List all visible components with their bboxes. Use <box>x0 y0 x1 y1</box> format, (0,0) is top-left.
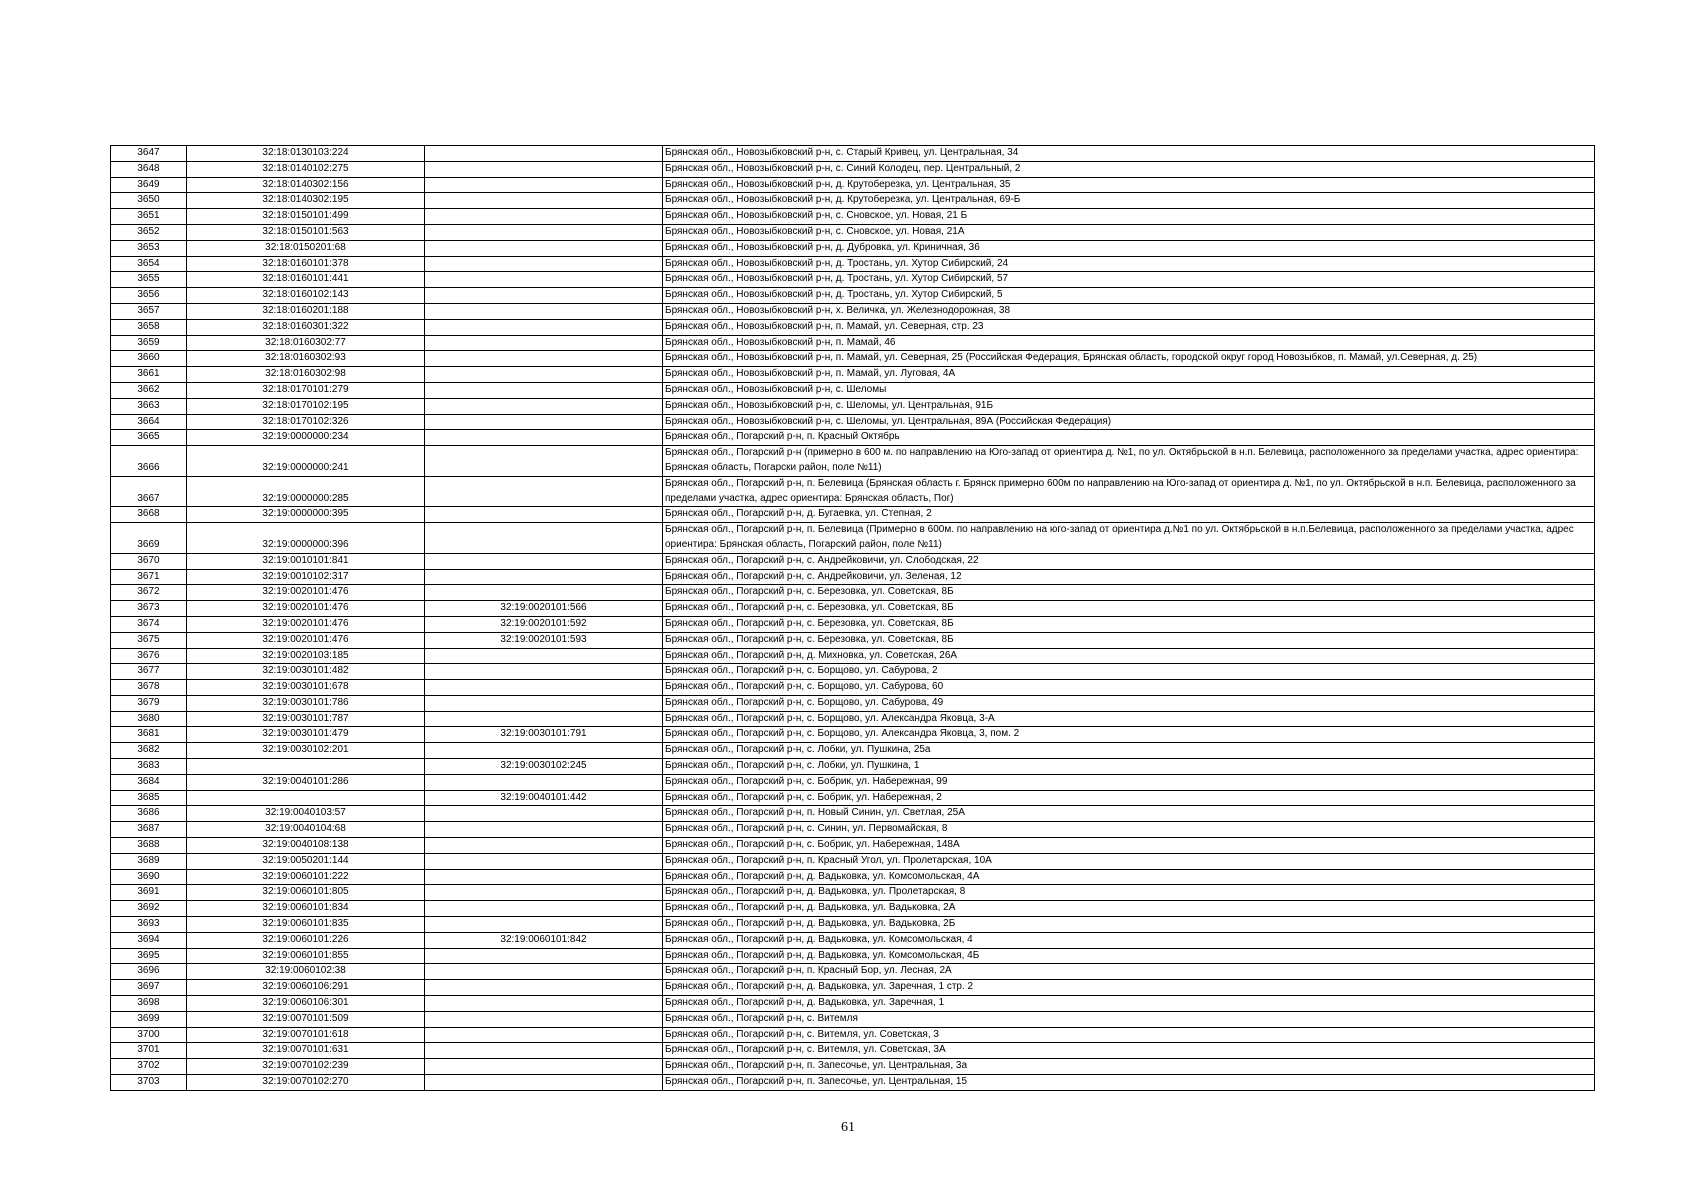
related-cadastral-number-cell <box>425 303 663 319</box>
cadastral-number-cell: 32:19:0060102:38 <box>187 964 425 980</box>
table-row <box>111 240 1595 256</box>
related-cadastral-number-cell <box>425 980 663 996</box>
cadastral-number-cell: 32:18:0160101:441 <box>187 272 425 288</box>
cadastral-number-cell: 32:19:0070102:270 <box>187 1075 425 1091</box>
table-row <box>111 964 1595 980</box>
related-cadastral-number-cell <box>425 382 663 398</box>
cadastral-number-cell: 32:19:0040108:138 <box>187 838 425 854</box>
related-cadastral-number-cell <box>425 869 663 885</box>
cadastral-number-cell: 32:19:0060101:805 <box>187 885 425 901</box>
address-cell: Брянская обл., Погарский р-н, д. Вадьковка, ул. Комсомольская, 4 <box>663 932 1595 948</box>
related-cadastral-number-cell <box>425 1075 663 1091</box>
row-number-cell: 3671 <box>111 569 187 585</box>
table-row <box>111 711 1595 727</box>
table-row <box>111 367 1595 383</box>
row-number-cell: 3661 <box>111 367 187 383</box>
table-row <box>111 759 1595 775</box>
cadastral-number-cell: 32:19:0050201:144 <box>187 853 425 869</box>
related-cadastral-number-cell <box>425 648 663 664</box>
cadastral-number-cell: 32:18:0140302:156 <box>187 177 425 193</box>
address-cell: Брянская обл., Погарский р-н, п. Красный Угол, ул. Пролетарская, 10А <box>663 853 1595 869</box>
related-cadastral-number-cell <box>425 288 663 304</box>
related-cadastral-number-cell <box>425 806 663 822</box>
table-row <box>111 256 1595 272</box>
row-number-cell: 3648 <box>111 161 187 177</box>
table-row <box>111 553 1595 569</box>
table-row <box>111 507 1595 523</box>
related-cadastral-number-cell <box>425 964 663 980</box>
address-cell: Брянская обл., Погарский р-н (примерно в 600 м. по направлению на Юго-запад от ориентира д. №1, по ул. Октябрьской в н.п. Белевица, расположенного за пределами участка, адрес ориентира: Брянская область, Погарски район, поле №11) <box>663 446 1595 477</box>
cadastral-number-cell: 32:18:0150101:563 <box>187 224 425 240</box>
cadastral-number-cell: 32:19:0020101:476 <box>187 632 425 648</box>
row-number-cell: 3662 <box>111 382 187 398</box>
row-number-cell: 3678 <box>111 680 187 696</box>
related-cadastral-number-cell <box>425 351 663 367</box>
cadastral-number-cell: 32:19:0030102:201 <box>187 743 425 759</box>
address-cell: Брянская обл., Погарский р-н, с. Борщово, ул. Александра Яковца, 3-А <box>663 711 1595 727</box>
cadastral-number-cell: 32:19:0000000:285 <box>187 476 425 507</box>
related-cadastral-number-cell <box>425 523 663 554</box>
row-number-cell: 3668 <box>111 507 187 523</box>
related-cadastral-number-cell <box>425 695 663 711</box>
row-number-cell: 3697 <box>111 980 187 996</box>
row-number-cell: 3687 <box>111 822 187 838</box>
related-cadastral-number-cell <box>425 917 663 933</box>
address-cell: Брянская обл., Новозыбковский р-н, с. Шеломы, ул. Центральная, 91Б <box>663 398 1595 414</box>
cadastral-number-cell: 32:19:0060106:301 <box>187 996 425 1012</box>
address-cell: Брянская обл., Погарский р-н, с. Борщово, ул. Сабурова, 49 <box>663 695 1595 711</box>
related-cadastral-number-cell: 32:19:0020101:592 <box>425 616 663 632</box>
related-cadastral-number-cell <box>425 585 663 601</box>
table-row <box>111 193 1595 209</box>
table-row <box>111 932 1595 948</box>
related-cadastral-number-cell <box>425 948 663 964</box>
cadastral-number-cell: 32:19:0000000:396 <box>187 523 425 554</box>
cadastral-number-cell: 32:18:0160101:378 <box>187 256 425 272</box>
table-row <box>111 917 1595 933</box>
cadastral-number-cell: 32:18:0160102:143 <box>187 288 425 304</box>
row-number-cell: 3651 <box>111 209 187 225</box>
row-number-cell: 3681 <box>111 727 187 743</box>
address-cell: Брянская обл., Погарский р-н, д. Вадьковка, ул. Заречная, 1 стр. 2 <box>663 980 1595 996</box>
row-number-cell: 3653 <box>111 240 187 256</box>
address-cell: Брянская обл., Погарский р-н, с. Борщово, ул. Сабурова, 60 <box>663 680 1595 696</box>
row-number-cell: 3672 <box>111 585 187 601</box>
cadastral-number-cell: 32:18:0170102:195 <box>187 398 425 414</box>
table-row <box>111 303 1595 319</box>
cadastral-number-cell: 32:19:0020103:185 <box>187 648 425 664</box>
table-row <box>111 885 1595 901</box>
cadastral-number-cell: 32:19:0000000:395 <box>187 507 425 523</box>
row-number-cell: 3692 <box>111 901 187 917</box>
table-row <box>111 414 1595 430</box>
row-number-cell: 3650 <box>111 193 187 209</box>
related-cadastral-number-cell <box>425 1027 663 1043</box>
address-cell: Брянская обл., Погарский р-н, п. Красный Октябрь <box>663 430 1595 446</box>
related-cadastral-number-cell <box>425 853 663 869</box>
address-cell: Брянская обл., Погарский р-н, с. Лобки, ул. Пушкина, 1 <box>663 759 1595 775</box>
row-number-cell: 3676 <box>111 648 187 664</box>
row-number-cell: 3675 <box>111 632 187 648</box>
table-row <box>111 351 1595 367</box>
cadastral-number-cell: 32:18:0140302:195 <box>187 193 425 209</box>
address-cell: Брянская обл., Новозыбковский р-н, д. Дубровка, ул. Криничная, 36 <box>663 240 1595 256</box>
table-row <box>111 146 1595 162</box>
address-cell: Брянская обл., Погарский р-н, п. Запесочье, ул. Центральная, 15 <box>663 1075 1595 1091</box>
table-row <box>111 695 1595 711</box>
related-cadastral-number-cell <box>425 569 663 585</box>
address-cell: Брянская обл., Погарский р-н, с. Витемля <box>663 1011 1595 1027</box>
table-row <box>111 806 1595 822</box>
cadastral-number-cell: 32:18:0170102:326 <box>187 414 425 430</box>
cadastral-number-cell: 32:19:0070101:631 <box>187 1043 425 1059</box>
table-row <box>111 664 1595 680</box>
row-number-cell: 3656 <box>111 288 187 304</box>
related-cadastral-number-cell <box>425 680 663 696</box>
related-cadastral-number-cell <box>425 996 663 1012</box>
address-cell: Брянская обл., Погарский р-н, с. Витемля, ул. Советская, 3А <box>663 1043 1595 1059</box>
table-row <box>111 523 1595 554</box>
address-cell: Брянская обл., Погарский р-н, с. Бобрик, ул. Набережная, 99 <box>663 774 1595 790</box>
registry-table <box>110 145 1595 1091</box>
table-row <box>111 224 1595 240</box>
address-cell: Брянская обл., Новозыбковский р-н, д. Тростань, ул. Хутор Сибирский, 24 <box>663 256 1595 272</box>
cadastral-number-cell: 32:18:0140102:275 <box>187 161 425 177</box>
row-number-cell: 3686 <box>111 806 187 822</box>
table-row <box>111 585 1595 601</box>
table-row <box>111 288 1595 304</box>
cadastral-number-cell: 32:19:0030101:482 <box>187 664 425 680</box>
table-row <box>111 446 1595 477</box>
cadastral-number-cell <box>187 790 425 806</box>
related-cadastral-number-cell <box>425 743 663 759</box>
related-cadastral-number-cell <box>425 664 663 680</box>
related-cadastral-number-cell <box>425 1059 663 1075</box>
table-row <box>111 161 1595 177</box>
address-cell: Брянская обл., Погарский р-н, с. Лобки, ул. Пушкина, 25а <box>663 743 1595 759</box>
row-number-cell: 3682 <box>111 743 187 759</box>
related-cadastral-number-cell <box>425 838 663 854</box>
row-number-cell: 3673 <box>111 601 187 617</box>
related-cadastral-number-cell <box>425 430 663 446</box>
address-cell: Брянская обл., Погарский р-н, п. Новый Синин, ул. Светлая, 25А <box>663 806 1595 822</box>
cadastral-number-cell: 32:19:0000000:234 <box>187 430 425 446</box>
cadastral-number-cell: 32:19:0060106:291 <box>187 980 425 996</box>
related-cadastral-number-cell <box>425 240 663 256</box>
address-cell: Брянская обл., Погарский р-н, п. Белевица (Примерно в 600м. по направлению на юго-запад от ориентира д.№1 по ул. Октябрьской в н.п.Белевица, расположенного за пределами участка, адрес ориентира: Брянская область, Погарский район, поле №11) <box>663 523 1595 554</box>
row-number-cell: 3669 <box>111 523 187 554</box>
cadastral-number-cell: 32:18:0160302:77 <box>187 335 425 351</box>
address-cell: Брянская обл., Погарский р-н, п. Белевица (Брянская область г. Брянск примерно 600м по направлению на Юго-запад от ориентира д. №1, по ул. Октябрьской в н.п. Белевица, расположенного за пределами участка, адрес ориентира: Брянская область, Пог) <box>663 476 1595 507</box>
related-cadastral-number-cell <box>425 367 663 383</box>
row-number-cell: 3677 <box>111 664 187 680</box>
cadastral-number-cell: 32:19:0010102:317 <box>187 569 425 585</box>
row-number-cell: 3666 <box>111 446 187 477</box>
row-number-cell: 3695 <box>111 948 187 964</box>
row-number-cell: 3670 <box>111 553 187 569</box>
row-number-cell: 3696 <box>111 964 187 980</box>
row-number-cell: 3689 <box>111 853 187 869</box>
row-number-cell: 3691 <box>111 885 187 901</box>
related-cadastral-number-cell: 32:19:0040101:442 <box>425 790 663 806</box>
address-cell: Брянская обл., Новозыбковский р-н, д. Тростань, ул. Хутор Сибирский, 57 <box>663 272 1595 288</box>
cadastral-number-cell: 32:18:0150201:68 <box>187 240 425 256</box>
address-cell: Брянская обл., Погарский р-н, с. Андрейковичи, ул. Зеленая, 12 <box>663 569 1595 585</box>
cadastral-number-cell: 32:19:0070101:618 <box>187 1027 425 1043</box>
registry-table-body <box>111 146 1595 1091</box>
table-row <box>111 743 1595 759</box>
row-number-cell: 3659 <box>111 335 187 351</box>
address-cell: Брянская обл., Погарский р-н, с. Борщово, ул. Сабурова, 2 <box>663 664 1595 680</box>
cadastral-number-cell: 32:19:0030101:787 <box>187 711 425 727</box>
table-row <box>111 177 1595 193</box>
table-row <box>111 838 1595 854</box>
related-cadastral-number-cell <box>425 1043 663 1059</box>
address-cell: Брянская обл., Погарский р-н, с. Березовка, ул. Советская, 8Б <box>663 601 1595 617</box>
related-cadastral-number-cell: 32:19:0060101:842 <box>425 932 663 948</box>
address-cell: Брянская обл., Погарский р-н, п. Красный Бор, ул. Лесная, 2А <box>663 964 1595 980</box>
cadastral-number-cell: 32:18:0150101:499 <box>187 209 425 225</box>
address-cell: Брянская обл., Погарский р-н, д. Вадьковка, ул. Комсомольская, 4Б <box>663 948 1595 964</box>
table-row <box>111 1043 1595 1059</box>
cadastral-number-cell: 32:19:0040101:286 <box>187 774 425 790</box>
table-row <box>111 1027 1595 1043</box>
related-cadastral-number-cell <box>425 398 663 414</box>
table-row <box>111 1075 1595 1091</box>
address-cell: Брянская обл., Погарский р-н, с. Бобрик, ул. Набережная, 148А <box>663 838 1595 854</box>
row-number-cell: 3690 <box>111 869 187 885</box>
row-number-cell: 3679 <box>111 695 187 711</box>
related-cadastral-number-cell <box>425 446 663 477</box>
row-number-cell: 3664 <box>111 414 187 430</box>
row-number-cell: 3698 <box>111 996 187 1012</box>
cadastral-number-cell: 32:19:0060101:835 <box>187 917 425 933</box>
address-cell: Брянская обл., Погарский р-н, с. Березовка, ул. Советская, 8Б <box>663 616 1595 632</box>
table-row <box>111 382 1595 398</box>
related-cadastral-number-cell <box>425 476 663 507</box>
related-cadastral-number-cell <box>425 146 663 162</box>
table-row <box>111 569 1595 585</box>
cadastral-number-cell: 32:19:0020101:476 <box>187 585 425 601</box>
row-number-cell: 3647 <box>111 146 187 162</box>
table-row <box>111 319 1595 335</box>
related-cadastral-number-cell: 32:19:0020101:593 <box>425 632 663 648</box>
table-row <box>111 1059 1595 1075</box>
related-cadastral-number-cell <box>425 507 663 523</box>
address-cell: Брянская обл., Погарский р-н, д. Вадьковка, ул. Вадьковка, 2А <box>663 901 1595 917</box>
row-number-cell: 3702 <box>111 1059 187 1075</box>
address-cell: Брянская обл., Новозыбковский р-н, с. Шеломы, ул. Центральная, 89А (Российская Федерация) <box>663 414 1595 430</box>
address-cell: Брянская обл., Погарский р-н, д. Бугаевка, ул. Степная, 2 <box>663 507 1595 523</box>
cadastral-number-cell: 32:19:0070101:509 <box>187 1011 425 1027</box>
cadastral-number-cell: 32:19:0060101:834 <box>187 901 425 917</box>
related-cadastral-number-cell <box>425 256 663 272</box>
address-cell: Брянская обл., Новозыбковский р-н, п. Мамай, ул. Северная, 25 (Российская Федерация, Брянская область, городской округ город Новозыбков, п. Мамай, ул.Северная, д. 25) <box>663 351 1595 367</box>
row-number-cell: 3667 <box>111 476 187 507</box>
row-number-cell: 3684 <box>111 774 187 790</box>
cadastral-number-cell: 32:19:0010101:841 <box>187 553 425 569</box>
address-cell: Брянская обл., Новозыбковский р-н, д. Тростань, ул. Хутор Сибирский, 5 <box>663 288 1595 304</box>
row-number-cell: 3663 <box>111 398 187 414</box>
address-cell: Брянская обл., Новозыбковский р-н, с. Старый Кривец, ул. Центральная, 34 <box>663 146 1595 162</box>
address-cell: Брянская обл., Новозыбковский р-н, с. Сновское, ул. Новая, 21 Б <box>663 209 1595 225</box>
cadastral-number-cell: 32:19:0030101:678 <box>187 680 425 696</box>
table-row <box>111 632 1595 648</box>
table-row <box>111 869 1595 885</box>
table-row <box>111 790 1595 806</box>
related-cadastral-number-cell <box>425 161 663 177</box>
related-cadastral-number-cell <box>425 1011 663 1027</box>
related-cadastral-number-cell <box>425 319 663 335</box>
row-number-cell: 3680 <box>111 711 187 727</box>
address-cell: Брянская обл., Новозыбковский р-н, с. Шеломы <box>663 382 1595 398</box>
cadastral-number-cell: 32:19:0030101:786 <box>187 695 425 711</box>
address-cell: Брянская обл., Новозыбковский р-н, х. Величка, ул. Железнодорожная, 38 <box>663 303 1595 319</box>
cadastral-number-cell: 32:19:0020101:476 <box>187 601 425 617</box>
row-number-cell: 3652 <box>111 224 187 240</box>
page-number: 61 <box>841 1120 855 1135</box>
cadastral-number-cell: 32:18:0160301:322 <box>187 319 425 335</box>
cadastral-number-cell: 32:18:0160302:98 <box>187 367 425 383</box>
related-cadastral-number-cell <box>425 224 663 240</box>
cadastral-number-cell: 32:19:0040103:57 <box>187 806 425 822</box>
related-cadastral-number-cell: 32:19:0030101:791 <box>425 727 663 743</box>
cadastral-number-cell: 32:19:0040104:68 <box>187 822 425 838</box>
table-row <box>111 727 1595 743</box>
related-cadastral-number-cell <box>425 901 663 917</box>
row-number-cell: 3649 <box>111 177 187 193</box>
cadastral-number-cell: 32:19:0060101:226 <box>187 932 425 948</box>
row-number-cell: 3694 <box>111 932 187 948</box>
row-number-cell: 3655 <box>111 272 187 288</box>
address-cell: Брянская обл., Новозыбковский р-н, д. Крутоберезка, ул. Центральная, 69-Б <box>663 193 1595 209</box>
table-row <box>111 616 1595 632</box>
address-cell: Брянская обл., Погарский р-н, д. Вадьковка, ул. Вадьковка, 2Б <box>663 917 1595 933</box>
address-cell: Брянская обл., Погарский р-н, д. Михновка, ул. Советская, 26А <box>663 648 1595 664</box>
address-cell: Брянская обл., Погарский р-н, с. Березовка, ул. Советская, 8Б <box>663 632 1595 648</box>
table-row <box>111 901 1595 917</box>
table-row <box>111 996 1595 1012</box>
related-cadastral-number-cell: 32:19:0030102:245 <box>425 759 663 775</box>
table-row <box>111 476 1595 507</box>
related-cadastral-number-cell <box>425 177 663 193</box>
cadastral-number-cell: 32:19:0070102:239 <box>187 1059 425 1075</box>
table-row <box>111 980 1595 996</box>
address-cell: Брянская обл., Погарский р-н, с. Бобрик, ул. Набережная, 2 <box>663 790 1595 806</box>
table-row <box>111 1011 1595 1027</box>
table-row <box>111 430 1595 446</box>
cadastral-number-cell: 32:19:0060101:855 <box>187 948 425 964</box>
cadastral-number-cell: 32:19:0020101:476 <box>187 616 425 632</box>
cadastral-number-cell: 32:18:0160302:93 <box>187 351 425 367</box>
related-cadastral-number-cell <box>425 553 663 569</box>
table-row <box>111 774 1595 790</box>
table-row <box>111 272 1595 288</box>
related-cadastral-number-cell <box>425 414 663 430</box>
table-row <box>111 822 1595 838</box>
related-cadastral-number-cell <box>425 272 663 288</box>
address-cell: Брянская обл., Новозыбковский р-н, д. Крутоберезка, ул. Центральная, 35 <box>663 177 1595 193</box>
address-cell: Брянская обл., Новозыбковский р-н, п. Мамай, ул. Луговая, 4А <box>663 367 1595 383</box>
table-row <box>111 398 1595 414</box>
address-cell: Брянская обл., Погарский р-н, с. Борщово, ул. Александра Яковца, 3, пом. 2 <box>663 727 1595 743</box>
table-row <box>111 335 1595 351</box>
table-row <box>111 853 1595 869</box>
row-number-cell: 3683 <box>111 759 187 775</box>
row-number-cell: 3700 <box>111 1027 187 1043</box>
cadastral-number-cell: 32:19:0000000:241 <box>187 446 425 477</box>
row-number-cell: 3699 <box>111 1011 187 1027</box>
address-cell: Брянская обл., Новозыбковский р-н, с. Синий Колодец, пер. Центральный, 2 <box>663 161 1595 177</box>
address-cell: Брянская обл., Погарский р-н, с. Березовка, ул. Советская, 8Б <box>663 585 1595 601</box>
cadastral-number-cell <box>187 759 425 775</box>
row-number-cell: 3660 <box>111 351 187 367</box>
cadastral-number-cell: 32:19:0060101:222 <box>187 869 425 885</box>
cadastral-number-cell: 32:18:0130103:224 <box>187 146 425 162</box>
address-cell: Брянская обл., Погарский р-н, с. Синин, ул. Первомайская, 8 <box>663 822 1595 838</box>
row-number-cell: 3688 <box>111 838 187 854</box>
related-cadastral-number-cell <box>425 335 663 351</box>
address-cell: Брянская обл., Погарский р-н, д. Вадьковка, ул. Заречная, 1 <box>663 996 1595 1012</box>
address-cell: Брянская обл., Погарский р-н, с. Андрейковичи, ул. Слободская, 22 <box>663 553 1595 569</box>
related-cadastral-number-cell <box>425 711 663 727</box>
related-cadastral-number-cell: 32:19:0020101:566 <box>425 601 663 617</box>
table-row <box>111 680 1595 696</box>
table-row <box>111 948 1595 964</box>
row-number-cell: 3703 <box>111 1075 187 1091</box>
row-number-cell: 3674 <box>111 616 187 632</box>
address-cell: Брянская обл., Погарский р-н, с. Витемля, ул. Советская, 3 <box>663 1027 1595 1043</box>
row-number-cell: 3693 <box>111 917 187 933</box>
related-cadastral-number-cell <box>425 885 663 901</box>
address-cell: Брянская обл., Погарский р-н, д. Вадьковка, ул. Пролетарская, 8 <box>663 885 1595 901</box>
cadastral-number-cell: 32:19:0030101:479 <box>187 727 425 743</box>
row-number-cell: 3658 <box>111 319 187 335</box>
address-cell: Брянская обл., Погарский р-н, п. Запесочье, ул. Центральная, 3а <box>663 1059 1595 1075</box>
address-cell: Брянская обл., Погарский р-н, д. Вадьковка, ул. Комсомольская, 4А <box>663 869 1595 885</box>
address-cell: Брянская обл., Новозыбковский р-н, с. Сновское, ул. Новая, 21А <box>663 224 1595 240</box>
table-row <box>111 601 1595 617</box>
row-number-cell: 3701 <box>111 1043 187 1059</box>
address-cell: Брянская обл., Новозыбковский р-н, п. Мамай, 46 <box>663 335 1595 351</box>
address-cell: Брянская обл., Новозыбковский р-н, п. Мамай, ул. Северная, стр. 23 <box>663 319 1595 335</box>
related-cadastral-number-cell <box>425 822 663 838</box>
related-cadastral-number-cell <box>425 774 663 790</box>
table-row <box>111 648 1595 664</box>
row-number-cell: 3657 <box>111 303 187 319</box>
row-number-cell: 3665 <box>111 430 187 446</box>
cadastral-number-cell: 32:18:0170101:279 <box>187 382 425 398</box>
related-cadastral-number-cell <box>425 209 663 225</box>
row-number-cell: 3654 <box>111 256 187 272</box>
cadastral-number-cell: 32:18:0160201:188 <box>187 303 425 319</box>
related-cadastral-number-cell <box>425 193 663 209</box>
table-row <box>111 209 1595 225</box>
row-number-cell: 3685 <box>111 790 187 806</box>
